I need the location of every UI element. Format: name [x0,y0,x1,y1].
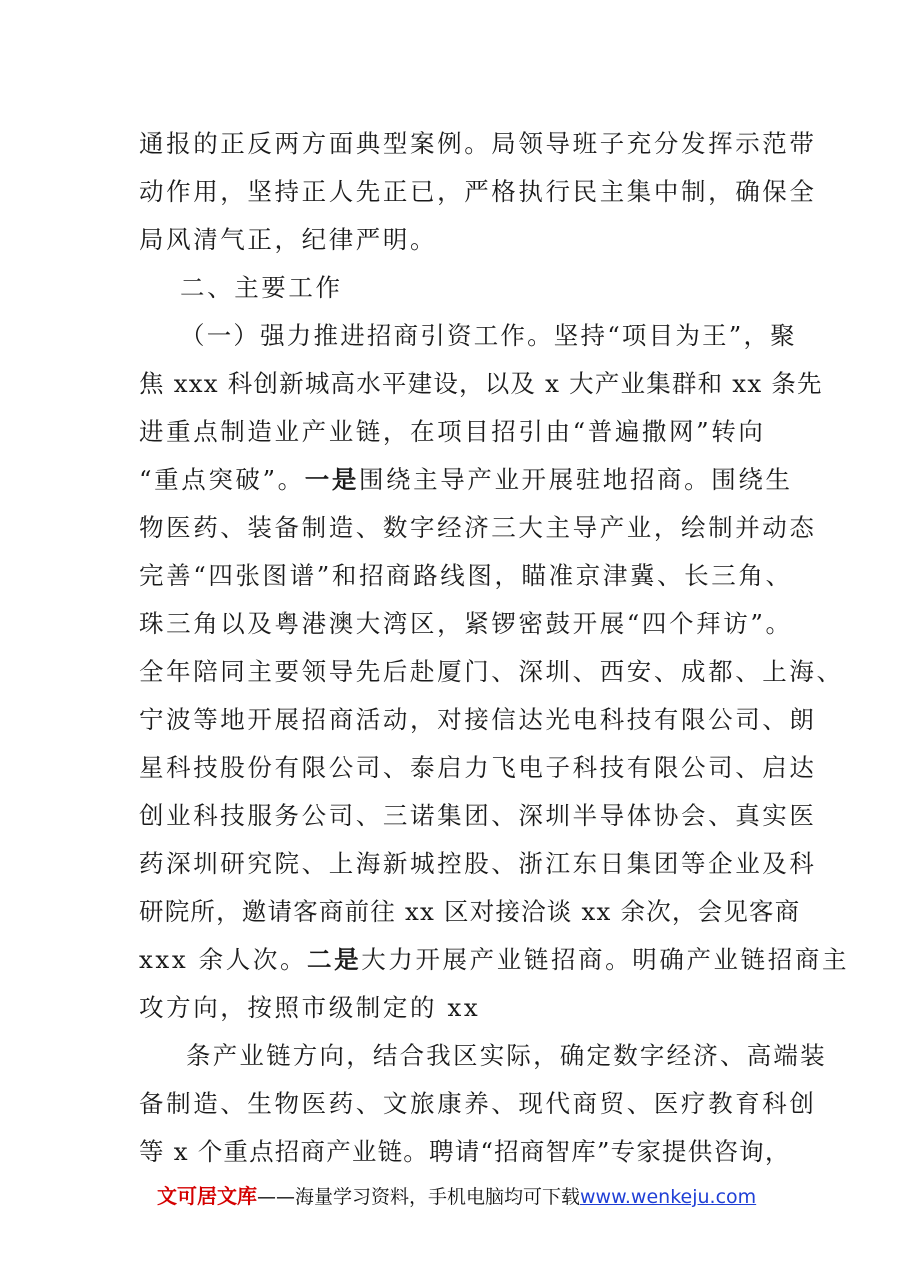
paragraph-line: 珠三角以及粤港澳大湾区，紧锣密鼓开展“四个拜访”。 [139,609,793,638]
paragraph-line: 创业科技服务公司、三诺集团、深圳半导体协会、真实医 [139,801,817,830]
paragraph-fragment: 围绕主导产业开展驻地招商。围绕生 [358,465,793,494]
paragraph-line: 完善“四张图谱”和招商路线图，瞄准京津冀、长三角、 [139,561,793,590]
footer-banner [157,1180,777,1212]
paragraph-line: 全年陪同主要领导先后赴厦门、深圳、西安、成都、上海、 [139,657,844,686]
footer-tagline: ——海量学习资料，手机电脑均可下载 [257,1186,581,1208]
paragraph-line: 等 x 个重点招商产业链。聘请“招商智库”专家提供咨询， [139,1137,791,1166]
paragraph-line: 攻方向，按照市级制定的 xx [139,993,481,1022]
paragraph-line: 焦 xxx 科创新城高水平建设，以及 x 大产业集群和 xx 条先 [139,369,823,398]
paragraph-line: 备制造、生物医药、文旅康养、现代商贸、医疗教育科创 [139,1089,817,1118]
paragraph-line-with-emphasis [139,465,793,495]
footer-brand: 文可居文库 [157,1184,257,1208]
paragraph-line: 药深圳研究院、上海新城控股、浙江东日集团等企业及科 [139,849,817,878]
paragraph-fragment: xxx 余人次。 [139,945,308,974]
footer-url-link[interactable]: www.wenkeju.com [580,1186,757,1208]
paragraph-line: 研院所，邀请客商前往 xx 区对接洽谈 xx 余次，会见客商 [139,897,801,926]
section-heading: 二、主要工作 [180,273,343,302]
paragraph-line: 动作用，坚持正人先正已，严格执行民主集中制，确保全 [139,177,817,206]
paragraph-fragment: 大力开展产业链招商。明确产业链招商主 [361,945,850,974]
paragraph-line: 通报的正反两方面典型案例。局领导班子充分发挥示范带 [139,129,817,158]
emphasis-first: 一是 [304,465,359,494]
paragraph-fragment: “重点突破”。 [139,465,305,494]
paragraph-line: 进重点制造业产业链，在项目招引由“普遍撒网”转向 [139,417,766,446]
paragraph-line-with-emphasis [139,945,850,975]
paragraph-line: 物医药、装备制造、数字经济三大主导产业，绘制并动态 [139,513,817,542]
paragraph-line: 局风清气正，纪律严明。 [139,225,438,254]
paragraph-line: 条产业链方向，结合我区实际，确定数字经济、高端装 [186,1041,827,1070]
paragraph-line: 宁波等地开展招商活动，对接信达光电科技有限公司、朗 [139,705,817,734]
paragraph-line: 星科技股份有限公司、泰启力飞电子科技有限公司、启达 [139,753,817,782]
emphasis-second: 二是 [307,945,362,974]
subsection-heading: （一）强力推进招商引资工作。坚持“项目为王”，聚 [180,321,797,350]
